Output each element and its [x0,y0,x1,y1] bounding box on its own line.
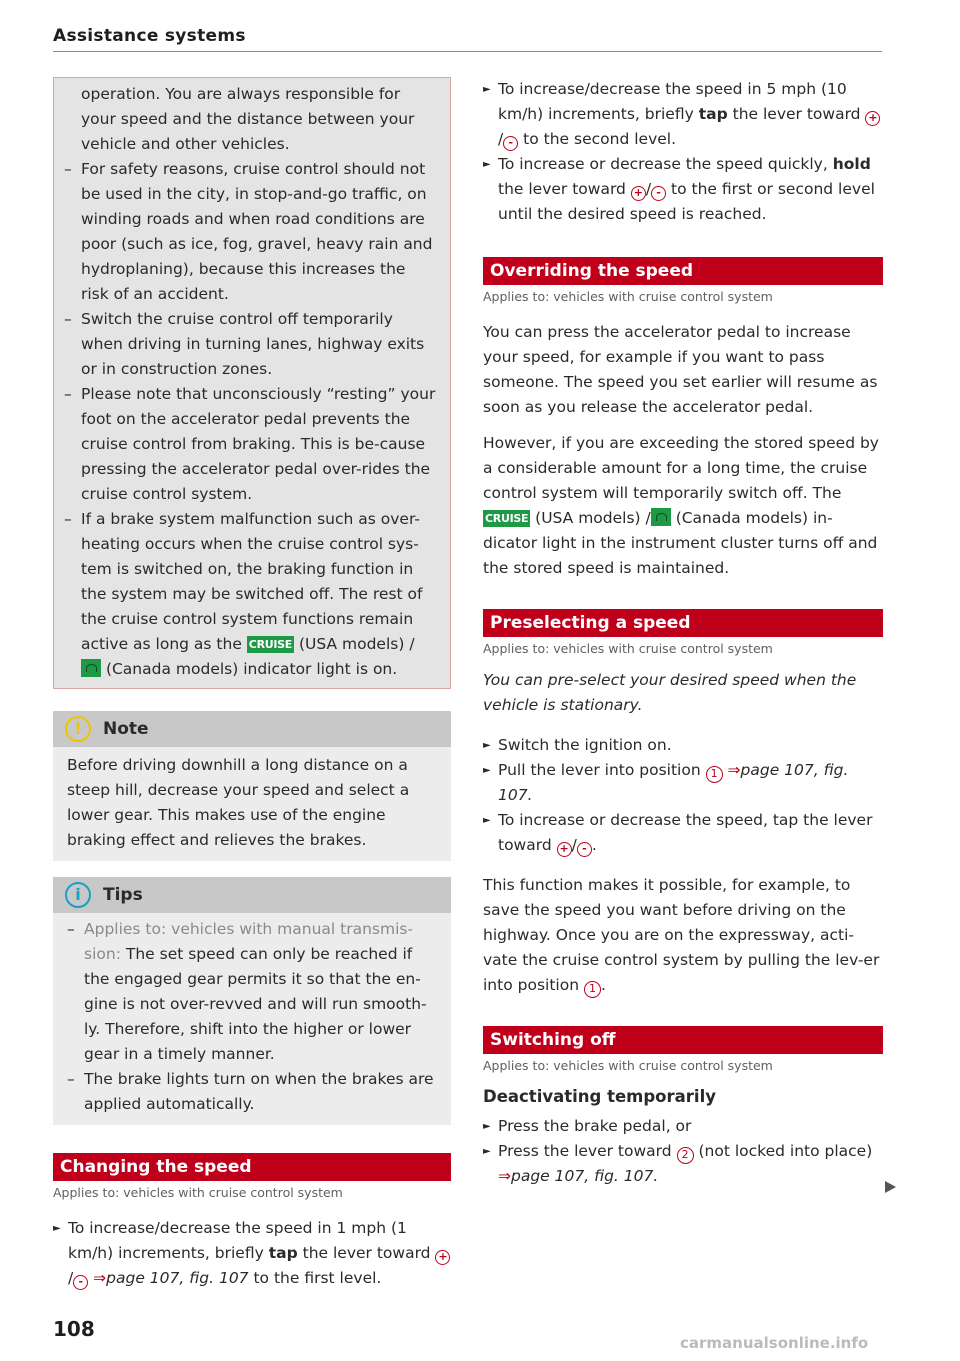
step-item: ► To increase/decrease the speed in 1 mph (1 km/h) increments, briefly tap the lever toward +/ - ⇒page 107, fig. 107 to the first level. [53,1216,451,1291]
paragraph: You can press the accelerator pedal to increase your speed, for example if you want to pass someone. The speed you set earlier will resume as soon as you release the accelerator pedal. [483,323,878,416]
tips-title: Tips [103,885,143,905]
minus-icon: - [651,186,666,201]
note-header [53,711,451,747]
bullet-arrow-icon: ► [483,740,491,751]
applies-to: Applies to: vehicles with cruise control system [53,1185,343,1200]
step-item: ► Pull the lever into position 1 ⇒page 107, fig. 107. [483,758,883,808]
dash-glyph: – [64,160,72,178]
step-item: ► Press the brake pedal, or [483,1114,883,1139]
dash-glyph: – [64,510,72,528]
dash-glyph: – [67,920,75,938]
note-title: Note [103,719,149,739]
bullet-arrow-icon: ► [483,765,491,776]
applies-to: Applies to: vehicles with cruise control system [483,289,773,304]
section-title-changing-speed: Changing the speed [53,1153,451,1181]
page-reference[interactable]: page 107, fig. 107. [511,1167,659,1185]
minus-icon: - [577,842,592,857]
overriding-section [483,257,883,581]
minus-icon: - [503,136,518,151]
bullet-arrow-icon: ► [483,1146,491,1157]
switching-off-section [483,1026,883,1189]
paragraph: However, if you are exceeding the stored speed by a considerable amount for a long time, the cruise control system will temporarily switch off. The CRUISE (USA models) / (Canada models) in-dicator light in the instrument cluster turns off and the stored speed is maintained. [483,434,879,577]
warning-item: – Switch the cruise control off temporarily when driving in turning lanes, highway exits or in construction zones. [64,307,436,382]
warning-item: – If a brake system malfunction such as over-heating occurs when the cruise control sys-tem is switched on, the braking function in the system may be switched off. The rest of the cruise control system functions remain active as long as the CRUISE (USA models) / (Canada models) indicator light is on. [64,507,436,682]
step-item: ► To increase/decrease the speed in 5 mph (10 km/h) increments, briefly tap the lever toward +/ - to the second level. [483,77,883,152]
bullet-arrow-icon: ► [483,84,491,95]
dash-glyph: – [67,1070,75,1088]
page-header-title: Assistance systems [53,26,246,46]
step-item: ► To increase or decrease the speed, tap the lever toward + / - . [483,808,883,858]
position-1-icon: 1 [584,981,601,998]
warning-box [53,77,451,689]
page-number: 108 [53,1317,95,1341]
bullet-arrow-icon: ► [483,815,491,826]
arrow-ref-icon: ⇒ [93,1269,107,1287]
page-reference[interactable]: page 107, fig. 107 [106,1269,249,1287]
right-column [483,77,883,1189]
dash-glyph: – [64,385,72,403]
warning-intro: operation. You are always responsible for your speed and the distance between your vehicle and other vehicles. [81,85,415,153]
step-item: ► Press the lever toward 2 (not locked into place) ⇒page 107, fig. 107. [483,1139,883,1189]
bullet-arrow-icon: ► [483,1121,491,1132]
warning-item: – For safety reasons, cruise control should not be used in the city, in stop-and-go traffic, on winding roads and when road conditions are poor (such as ice, fog, gravel, heavy rain and hydroplaning), because this increases the risk of an accident. [64,157,436,307]
step-item: ► Switch the ignition on. [483,733,883,758]
plus-icon: + [631,186,646,201]
position-1-icon: 1 [706,766,723,783]
tip-item: – Applies to: vehicles with manual transmis-sion: The set speed can only be reached if the engaged gear permits it so that the en-gine is not over-revved and will run smooth-ly. Therefore, shift into the higher or lower gear in a timely manner. [67,917,437,1067]
section-title-overriding: Overriding the speed [483,257,883,285]
left-column [53,77,451,1291]
step-item: ► To increase or decrease the speed quickly, hold the lever toward + / - to the first or second level until the desired speed is reached. [483,152,883,227]
applies-to: Applies to: vehicles with cruise control system [483,1058,773,1073]
position-2-icon: 2 [677,1147,694,1164]
applies-to: Applies to: vehicles with cruise control system [483,641,773,656]
canada-cruise-indicator-icon [651,508,671,526]
cruise-indicator-icon: CRUISE [248,638,293,651]
changing-speed-section [53,1153,451,1291]
note-box [53,711,451,861]
cruise-indicator-icon: CRUISE [485,512,529,525]
tips-body [53,913,451,1125]
paragraph: This function makes it possible, for example, to save the speed you want before driving on the highway. Once you are on the expressway, acti-vate the cruise control system by pulling the lev-er into position 1 . [483,873,883,998]
plus-icon: + [435,1250,450,1265]
exclamation-icon: ! [65,716,91,742]
plus-icon: + [865,111,880,126]
info-icon: i [65,882,91,908]
tips-box [53,877,451,1125]
watermark: carmanualsonline.info [680,1334,869,1352]
warning-item: – Please note that unconsciously “resting” your foot on the accelerator pedal prevents the cruise control from braking. This is be-cause pressing the accelerator pedal over-rides the cruise control system. [64,382,436,507]
dash-glyph: – [64,310,72,328]
subheading: Deactivating temporarily [483,1087,716,1106]
header-rule [53,51,882,52]
canada-cruise-indicator-icon [81,659,101,677]
intro-text: You can pre-select your desired speed when the vehicle is stationary. [483,671,857,714]
plus-icon: + [557,842,572,857]
arrow-ref-icon: ⇒ [498,1167,511,1185]
tips-header [53,877,451,913]
section-title-preselecting: Preselecting a speed [483,609,883,637]
page-reference[interactable]: page 107, fig. 107. [498,761,849,804]
minus-icon: - [73,1275,88,1290]
section-title-switching-off: Switching off [483,1026,883,1054]
bullet-arrow-icon: ► [483,159,491,170]
tip-item: – The brake lights turn on when the brakes are applied automatically. [67,1067,437,1117]
continue-arrow-icon [885,1181,896,1193]
arrow-ref-icon: ⇒ [727,761,741,779]
bullet-arrow-icon: ► [53,1223,61,1234]
preselecting-section [483,609,883,998]
note-text: Before driving downhill a long distance on a steep hill, decrease your speed and select a lower gear. This makes use of the engine braking effect and relieves the brakes. [67,756,410,849]
